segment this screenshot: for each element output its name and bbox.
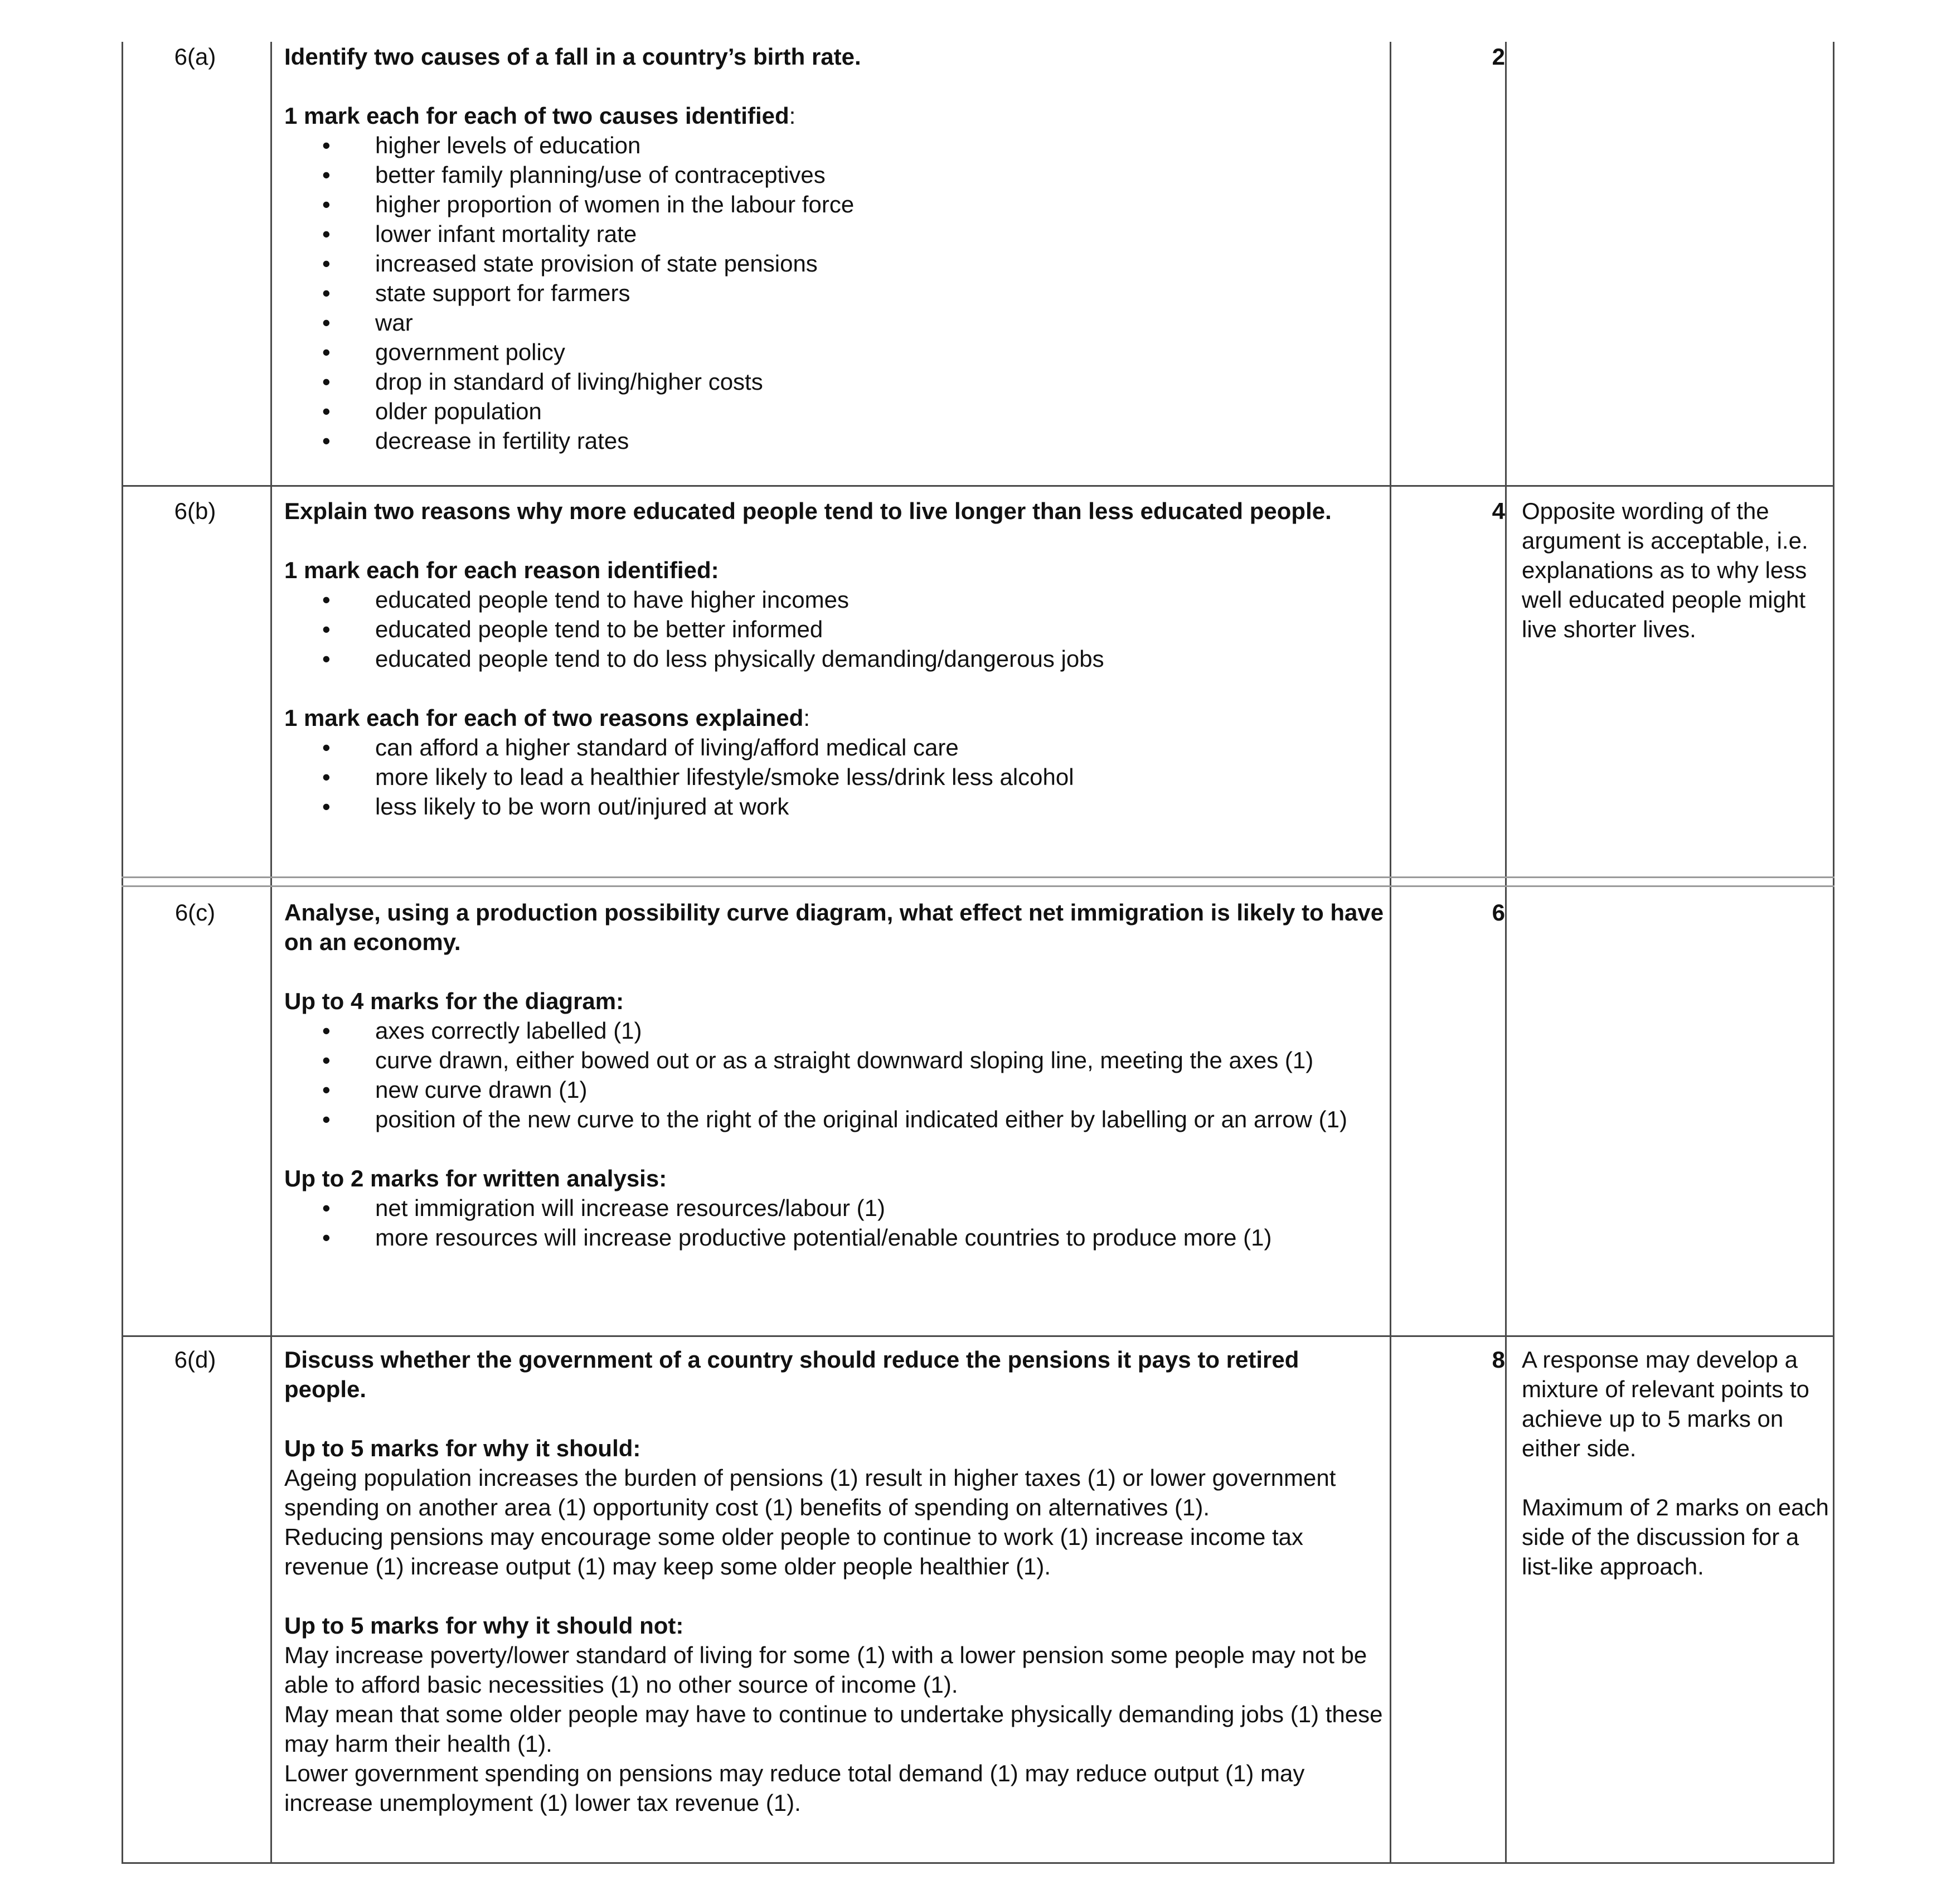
- question-number: 6(c): [174, 899, 216, 926]
- mark-scheme-heading: Up to 4 marks for the diagram:: [284, 988, 624, 1014]
- bullet-list: [284, 585, 1385, 674]
- marks-value: 6: [1492, 899, 1505, 926]
- mark-scheme-heading: 1 mark each for each of two causes identified:: [284, 103, 796, 129]
- list-item: • educated people tend to have higher incomes: [322, 587, 849, 613]
- list-item: • can afford a higher standard of living/afford medical care: [322, 734, 959, 760]
- row-line-c-d: [122, 1335, 1834, 1337]
- answer-cell: [284, 496, 1385, 821]
- list-item: • axes correctly labelled (1): [322, 1018, 642, 1044]
- list-item: • better family planning/use of contraceptives: [322, 162, 826, 188]
- list-item: • state support for farmers: [322, 280, 630, 306]
- bullet-list: [284, 1016, 1385, 1134]
- list-item: • educated people tend to be better informed: [322, 616, 823, 642]
- mark-scheme-heading: Up to 5 marks for why it should not:: [284, 1612, 684, 1639]
- answer-paragraph: Reducing pensions may encourage some older people to continue to work (1) increase income tax revenue (1) increase output (1) may keep some older people healthier (1).: [284, 1524, 1304, 1580]
- list-item: • higher levels of education: [322, 132, 641, 158]
- list-item: • educated people tend to do less physically demanding/dangerous jobs: [322, 646, 1104, 672]
- answer-paragraph: May mean that some older people may have to continue to undertake physically demanding jobs (1) these may harm their health (1).: [284, 1701, 1383, 1757]
- list-item: • more likely to lead a healthier lifestyle/smoke less/drink less alcohol: [322, 764, 1074, 790]
- col-line-qnum: [270, 42, 272, 1864]
- answer-paragraph: Ageing population increases the burden of pensions (1) result in higher taxes (1) or lower government spending on another area (1) opportunity cost (1) benefits of spending on alternatives (1).: [284, 1465, 1336, 1520]
- answer-cell: [284, 42, 1385, 456]
- question-number: 6(d): [174, 1346, 216, 1373]
- question-text: Explain two reasons why more educated people tend to live longer than less educated people.: [284, 498, 1332, 524]
- question-text: Analyse, using a production possibility curve diagram, what effect net immigration is likely to have on an economy.: [284, 899, 1384, 955]
- col-line-answer: [1390, 42, 1391, 1864]
- marks-value: 2: [1492, 43, 1505, 70]
- list-item: • older population: [322, 398, 542, 424]
- bullet-list: [284, 130, 1385, 456]
- list-item: • new curve drawn (1): [322, 1077, 588, 1103]
- row-line-b-end: [122, 876, 1834, 878]
- answer-paragraph: May increase poverty/lower standard of living for some (1) with a lower pension some people may not be able to afford basic necessities (1) no other source of income (1).: [284, 1642, 1367, 1698]
- question-number: 6(b): [174, 498, 216, 524]
- mark-scheme-heading: Up to 5 marks for why it should:: [284, 1435, 641, 1461]
- question-text: Identify two causes of a fall in a country’s birth rate.: [284, 43, 861, 70]
- marks-value: 8: [1492, 1346, 1505, 1373]
- list-item: • increased state provision of state pensions: [322, 250, 818, 277]
- bullet-list: [284, 733, 1385, 821]
- list-item: • lower infant mortality rate: [322, 221, 637, 247]
- question-number: 6(a): [174, 43, 216, 70]
- col-line-right: [1833, 42, 1834, 1864]
- mark-scheme-heading: 1 mark each for each of two reasons explained:: [284, 705, 810, 731]
- guidance-note: Opposite wording of the argument is acceptable, i.e. explanations as to why less well educated people might live shorter lives.: [1522, 498, 1808, 642]
- question-text: Discuss whether the government of a country should reduce the pensions it pays to retired people.: [284, 1346, 1299, 1402]
- list-item: • government policy: [322, 339, 565, 365]
- list-item: • position of the new curve to the right of the original indicated either by labelling or an arrow (1): [322, 1106, 1347, 1132]
- bullet-list: [284, 1193, 1385, 1252]
- list-item: • drop in standard of living/higher costs: [322, 369, 763, 395]
- list-item: • decrease in fertility rates: [322, 428, 629, 454]
- marks-value: 4: [1492, 498, 1505, 524]
- row-line-bottom: [122, 1862, 1834, 1864]
- col-line-marks: [1505, 42, 1507, 1864]
- row-line-c-start: [122, 885, 1834, 887]
- list-item: • more resources will increase productive potential/enable countries to produce more (1): [322, 1224, 1272, 1251]
- list-item: • higher proportion of women in the labour force: [322, 191, 855, 217]
- answer-cell: [284, 1345, 1385, 1818]
- answer-cell: [284, 898, 1385, 1252]
- col-line-left: [122, 42, 123, 1864]
- guidance-paragraph: A response may develop a mixture of relevant points to achieve up to 5 marks on either side.: [1522, 1346, 1809, 1461]
- list-item: • net immigration will increase resources/labour (1): [322, 1195, 886, 1221]
- guidance-paragraph: Maximum of 2 marks on each side of the discussion for a list-like approach.: [1522, 1494, 1829, 1580]
- guidance-note: [1522, 1345, 1839, 1581]
- row-line-a-b: [122, 485, 1834, 487]
- list-item: • war: [322, 309, 413, 336]
- mark-scheme-heading: Up to 2 marks for written analysis:: [284, 1165, 667, 1191]
- mark-scheme-heading: 1 mark each for each reason identified:: [284, 557, 719, 583]
- answer-paragraph: Lower government spending on pensions may reduce total demand (1) may reduce output (1) may increase unemployment (1) lower tax revenue (1).: [284, 1760, 1305, 1816]
- list-item: • less likely to be worn out/injured at work: [322, 793, 789, 820]
- list-item: • curve drawn, either bowed out or as a straight downward sloping line, meeting the axes (1): [322, 1047, 1314, 1073]
